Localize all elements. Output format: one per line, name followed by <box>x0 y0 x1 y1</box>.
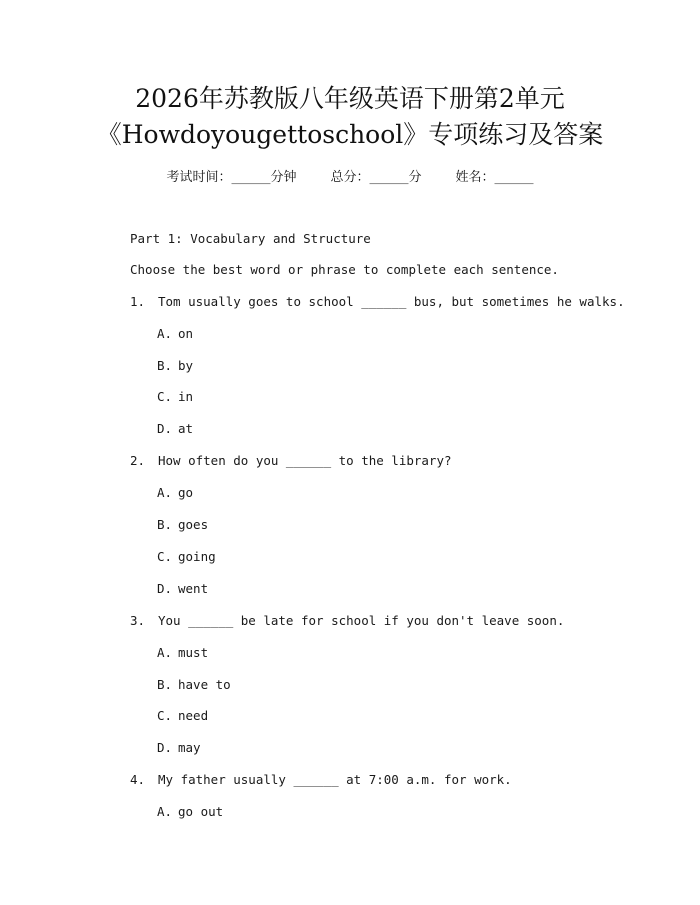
question-text: Tom usually goes to school ______ bus, but sometimes he walks. <box>158 294 625 309</box>
option-letter: A. <box>157 645 173 660</box>
question-number: 1. <box>130 294 146 309</box>
option-letter: C. <box>157 708 173 723</box>
option-text: must <box>178 645 209 660</box>
option-text: on <box>178 326 194 341</box>
option-text: goes <box>178 517 209 532</box>
question-text: You ______ be late for school if you don't leave soon. <box>158 613 565 628</box>
option-letter: C. <box>157 389 173 404</box>
question-2 <box>130 452 452 470</box>
option-letter: A. <box>157 485 173 500</box>
option-letter: B. <box>157 517 173 532</box>
document-title-line-2: 《Howdoyougettoschool》专项练习及答案 <box>96 120 604 149</box>
option-letter: A. <box>157 326 173 341</box>
option-text: have to <box>178 677 231 692</box>
exam-name-field: 姓名：______ <box>455 170 534 185</box>
option-text: at <box>178 421 194 436</box>
option-text: going <box>178 549 216 564</box>
option-text: went <box>178 581 209 596</box>
option-letter: B. <box>157 358 173 373</box>
question-number: 4. <box>130 772 146 787</box>
option-letter: A. <box>157 804 173 819</box>
question-3-option-d <box>157 739 201 757</box>
question-1-option-c <box>157 388 193 406</box>
question-3-option-a <box>157 644 208 662</box>
question-1-option-a <box>157 325 193 343</box>
option-letter: C. <box>157 549 173 564</box>
question-2-option-a <box>157 484 193 502</box>
question-2-option-c <box>157 548 216 566</box>
option-text: go <box>178 485 194 500</box>
question-text: How often do you ______ to the library? <box>158 453 452 468</box>
document-title-line-1: 2026年苏教版八年级英语下册第2单元 <box>135 84 565 113</box>
question-4-option-a <box>157 803 223 821</box>
question-3-option-c <box>157 707 208 725</box>
question-1-option-b <box>157 357 193 375</box>
question-1 <box>130 293 625 311</box>
option-letter: D. <box>157 581 173 596</box>
question-number: 2. <box>130 453 146 468</box>
question-number: 3. <box>130 613 146 628</box>
option-letter: D. <box>157 421 173 436</box>
question-2-option-d <box>157 580 208 598</box>
option-text: need <box>178 708 209 723</box>
exam-info-line <box>0 168 700 188</box>
part-heading: Part 1: Vocabulary and Structure <box>130 231 371 246</box>
exam-score-field: 总分：______分 <box>330 170 422 185</box>
option-letter: D. <box>157 740 173 755</box>
question-3-option-b <box>157 676 231 694</box>
question-4 <box>130 771 512 789</box>
question-2-option-b <box>157 516 208 534</box>
option-text: by <box>178 358 194 373</box>
option-letter: B. <box>157 677 173 692</box>
option-text: may <box>178 740 201 755</box>
option-text: in <box>178 389 194 404</box>
question-1-option-d <box>157 420 193 438</box>
question-3 <box>130 612 564 630</box>
question-text: My father usually ______ at 7:00 a.m. for work. <box>158 772 512 787</box>
instruction-text: Choose the best word or phrase to complete each sentence. <box>130 262 559 277</box>
exam-time-field: 考试时间：______分钟 <box>166 170 297 185</box>
option-text: go out <box>178 804 224 819</box>
